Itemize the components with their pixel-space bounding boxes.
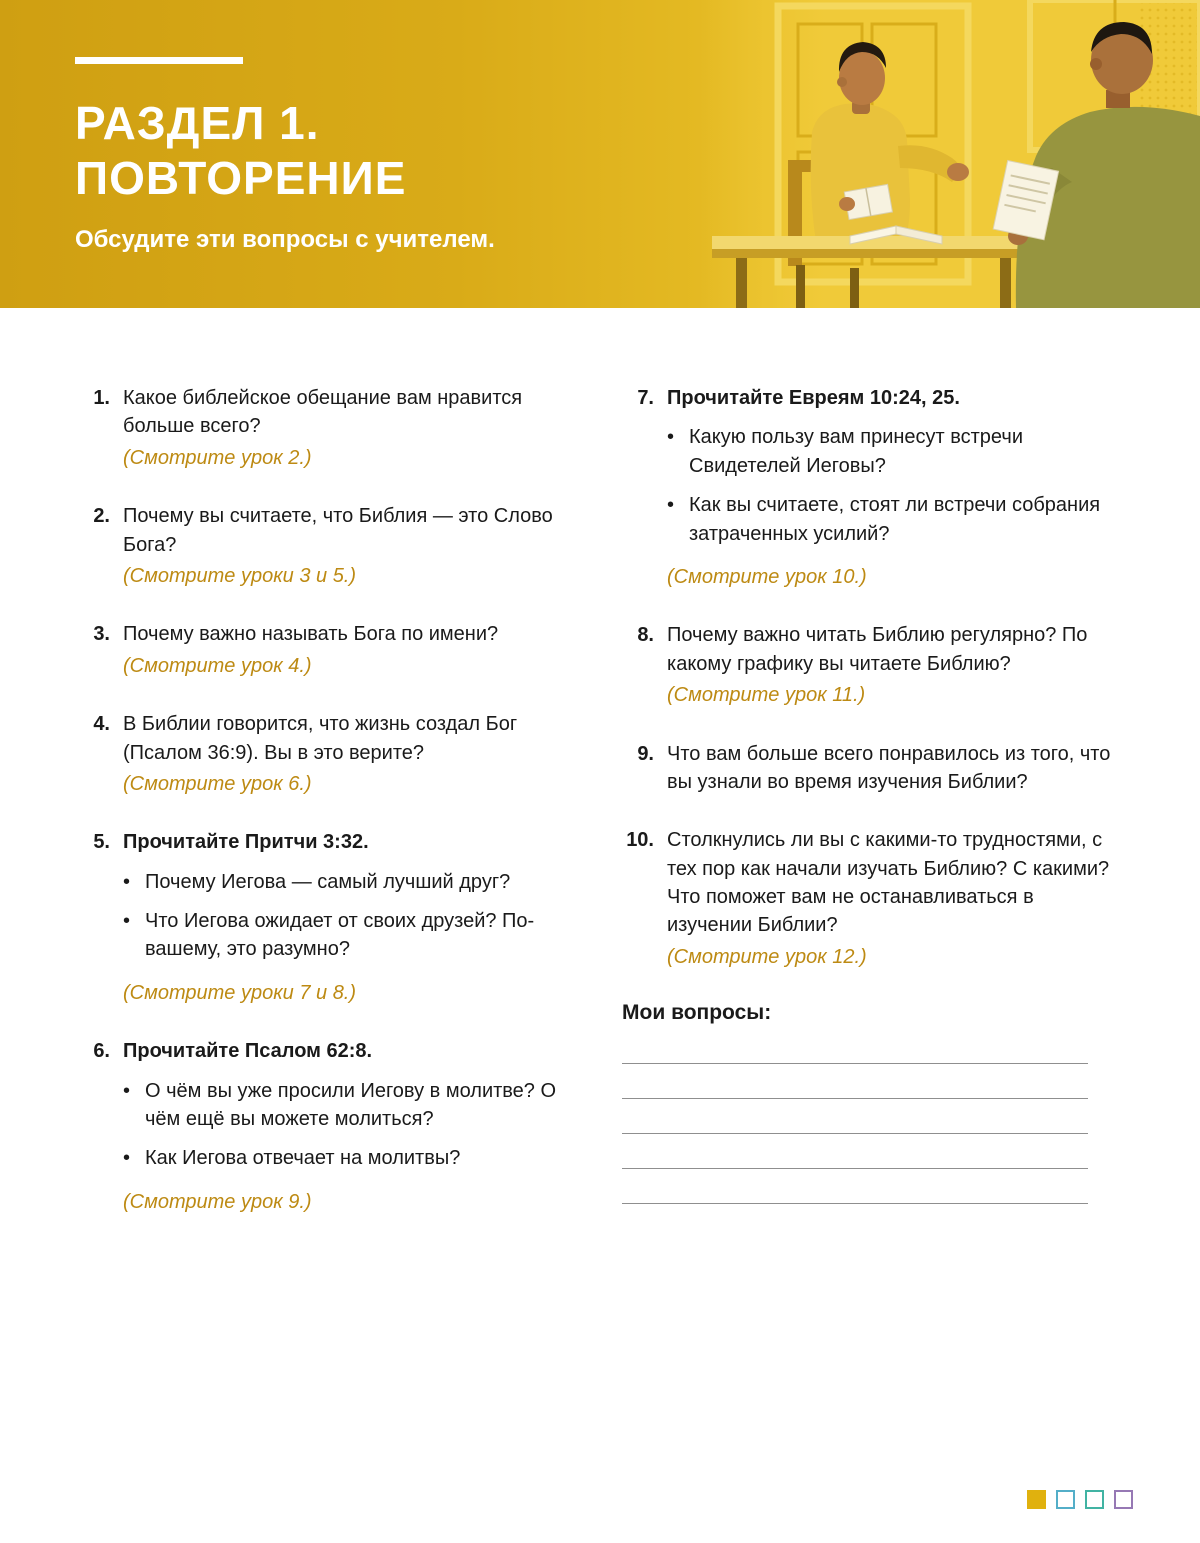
question-number: 9. [637, 742, 654, 765]
bullet-dot: • [667, 494, 675, 517]
question-body [123, 1037, 578, 1216]
scripture-reading-lead: Прочитайте Евреям 10:24, 25. [667, 387, 960, 409]
question-item [78, 502, 578, 590]
question-number: 6. [93, 1040, 110, 1063]
question-item [78, 1037, 578, 1216]
question-body [667, 621, 1122, 709]
section-indicator [1027, 1490, 1133, 1509]
questions-column-left [78, 384, 578, 1246]
question-item [78, 710, 578, 798]
question-item [622, 621, 1122, 709]
answer-line [622, 1064, 1088, 1099]
section-indicator-square [1114, 1490, 1133, 1509]
scripture-reading-lead: Прочитайте Псалом 62:8. [123, 1040, 373, 1063]
bullet-item [123, 1144, 578, 1172]
bullet-item [123, 1077, 578, 1134]
question-body [667, 384, 1122, 591]
question-body [123, 384, 578, 472]
answer-lines [622, 1029, 1122, 1204]
bullet-dot: • [123, 910, 131, 933]
section-subtitle: Обсудите эти вопросы с учителем. [75, 226, 495, 254]
lesson-reference: (Смотрите урок 4.) [123, 654, 312, 677]
bullet-text: Как вы считаете, стоят ли встречи собрания затраченных усилий? [689, 494, 1101, 545]
question-item [622, 384, 1122, 591]
question-body [123, 620, 578, 680]
question-number: 3. [93, 623, 110, 646]
question-number: 1. [93, 387, 110, 409]
answer-line [622, 1029, 1088, 1064]
lesson-reference: (Смотрите урок 12.) [667, 945, 867, 968]
scripture-reading-lead: Прочитайте Притчи 3:32. [123, 831, 369, 854]
bullet-dot: • [123, 1079, 131, 1102]
lesson-reference: (Смотрите уроки 7 и 8.) [123, 981, 357, 1004]
question-number: 8. [637, 624, 654, 647]
answer-line [622, 1099, 1088, 1134]
section-indicator-square [1056, 1490, 1075, 1509]
question-text: В Библии говорится, что жизнь создал Бог (Псалом 36:9). Вы в это верите? [123, 713, 518, 764]
question-text: Столкнулись ли вы с какими-то трудностями, с тех пор как начали изучать Библию? С какими? Что поможет вам не останавливаться в изучении Библии? [667, 829, 1110, 937]
question-item [78, 620, 578, 680]
section-header [0, 0, 1200, 308]
section-title-line2: ПОВТОРЕНИЕ [75, 152, 407, 205]
lesson-reference: (Смотрите урок 10.) [667, 565, 867, 588]
question-number: 2. [93, 505, 110, 528]
question-number: 10. [626, 829, 654, 852]
questions-list-right [622, 384, 1122, 971]
lesson-reference: (Смотрите урок 9.) [123, 1190, 312, 1213]
bullet-text: Какую пользу вам принесут встречи Свидетелей Иеговы? [689, 426, 1023, 477]
question-body [123, 710, 578, 798]
question-item [78, 828, 578, 1007]
question-body [667, 826, 1122, 971]
section-title [75, 96, 495, 206]
question-item [622, 740, 1122, 797]
question-item [622, 826, 1122, 971]
question-body [123, 828, 578, 1007]
review-questions [0, 308, 1200, 1246]
decorative-bar [75, 57, 243, 64]
answer-line [622, 1134, 1088, 1169]
bullet-dot: • [123, 1147, 131, 1170]
question-body [123, 502, 578, 590]
my-questions-block [622, 1001, 1122, 1204]
question-body [667, 740, 1122, 797]
bullet-item [123, 868, 578, 896]
answer-line [622, 1169, 1088, 1204]
section-indicator-square [1085, 1490, 1104, 1509]
question-item [78, 384, 578, 472]
bullet-item [123, 907, 578, 964]
question-text: Почему вы считаете, что Библия — это Слово Бога? [123, 505, 553, 556]
lesson-reference: (Смотрите урок 11.) [667, 684, 866, 707]
bullet-dot: • [667, 426, 675, 449]
my-questions-label: Мои вопросы: [622, 1001, 772, 1025]
questions-column-right [622, 384, 1122, 1246]
question-number: 5. [93, 831, 110, 854]
question-text: Почему важно читать Библию регулярно? По какому графику вы читаете Библию? [667, 624, 1088, 675]
question-text: Почему важно называть Бога по имени? [123, 623, 499, 646]
lesson-reference: (Смотрите уроки 3 и 5.) [123, 564, 357, 587]
bullet-text: Как Иегова отвечает на молитвы? [145, 1147, 461, 1170]
question-number: 7. [637, 387, 654, 409]
study-illustration-svg [700, 0, 1200, 308]
bullet-text: Что Иегова ожидает от своих друзей? По-вашему, это разумно? [145, 910, 535, 961]
bullet-item [667, 423, 1122, 480]
bullet-text: О чём вы уже просили Иегову в молитве? О чём ещё вы можете молиться? [145, 1079, 557, 1131]
section-indicator-square [1027, 1490, 1046, 1509]
lesson-reference: (Смотрите урок 2.) [123, 446, 312, 469]
lesson-reference: (Смотрите урок 6.) [123, 772, 312, 795]
question-text: Какое библейское обещание вам нравится больше всего? [123, 387, 523, 438]
header-text-block [75, 0, 495, 254]
question-text: Что вам больше всего понравилось из того, что вы узнали во время изучения Библии? [667, 742, 1111, 793]
section-title-line1: РАЗДЕЛ 1. [75, 97, 320, 149]
bullet-text: Почему Иегова — самый лучший друг? [145, 870, 511, 893]
question-number: 4. [93, 713, 110, 736]
bullet-item [667, 491, 1122, 548]
study-illustration [700, 0, 1200, 308]
bullet-dot: • [123, 870, 131, 893]
